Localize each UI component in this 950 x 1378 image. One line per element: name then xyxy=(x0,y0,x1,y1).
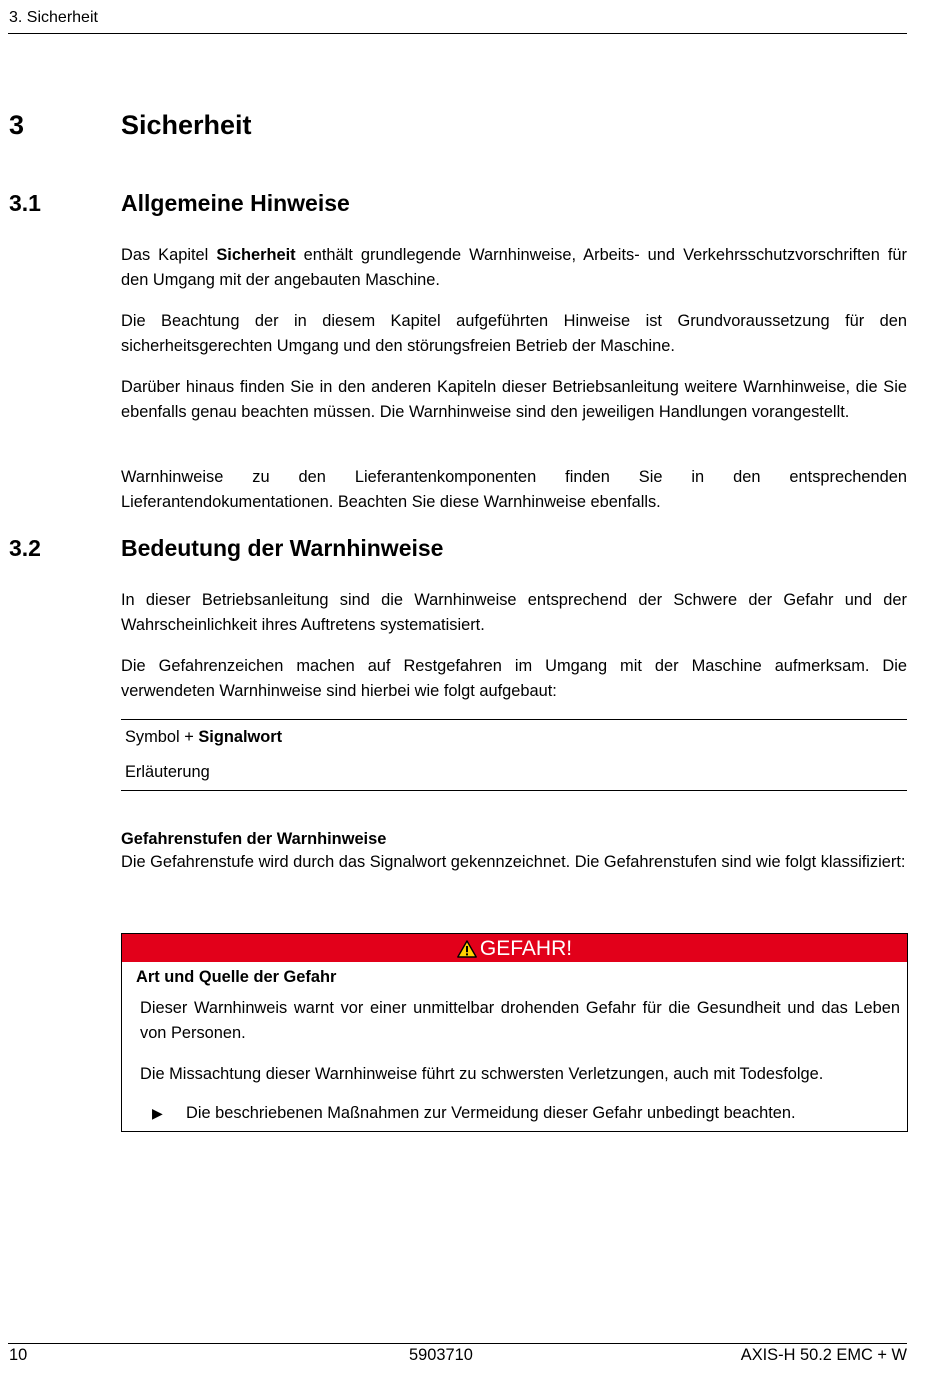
levels-paragraph: Die Gefahrenstufe wird durch das Signalwort gekennzeichnet. Die Gefahrenstufen sind wie folgt klassifiziert: xyxy=(121,853,906,871)
paragraph-meaning-2: Die Gefahrenzeichen machen auf Restgefahren im Umgang mit der Maschine aufmerksam. Die verwendeten Warnhinweise sind hierbei wie folgt aufgebaut: xyxy=(121,657,907,700)
paragraph-text: enthält grundlegende Warnhinweise, Arbeits- und Verkehrsschutzvorschriften für den Umgang mit der angebauten Maschine. xyxy=(121,246,907,289)
paragraph-meaning-1: In dieser Betriebsanleitung sind die Warnhinweise entsprechend der Schwere der Gefahr und der Wahrscheinlichkeit ihres Auftretens systematisiert. xyxy=(121,591,907,634)
signal-word: GEFAHR! xyxy=(479,937,573,960)
paragraph-general-3: Darüber hinaus finden Sie in den anderen Kapiteln dieser Betriebsanleitung weitere Warnhinweise, die Sie ebenfalls genau beachten müssen. Die Warnhinweise sind den jeweiligen Handlungen vorangestellt. xyxy=(121,378,907,421)
danger-signal-bar xyxy=(122,934,907,962)
chapter-title: Sicherheit xyxy=(121,110,252,140)
levels-heading: Gefahrenstufen der Warnhinweise xyxy=(121,830,387,848)
arrow-bullet-icon: ▶ xyxy=(152,1105,163,1121)
page-number: 10 xyxy=(9,1346,28,1364)
product-name: AXIS-H 50.2 EMC + W xyxy=(740,1346,907,1364)
paragraph-general-1 xyxy=(121,243,907,292)
footer-rule xyxy=(8,1343,907,1344)
action-step-text: Die beschriebenen Maßnahmen zur Vermeidung dieser Gefahr unbedingt beachten. xyxy=(186,1104,796,1122)
bold-term: Sicherheit xyxy=(216,246,296,264)
warning-paragraph-2: Die Missachtung dieser Warnhinweise führt zu schwersten Verletzungen, auch mit Todesfolge. xyxy=(140,1065,824,1083)
section-3-1-title: Allgemeine Hinweise xyxy=(121,190,350,216)
section-3-1-number: 3.1 xyxy=(9,190,41,216)
warning-action-step xyxy=(140,1104,796,1123)
paragraph-text: Das Kapitel xyxy=(121,246,217,264)
structure-bottom-rule xyxy=(121,790,907,791)
signalword-text: Signalwort xyxy=(198,728,283,746)
danger-warning-box xyxy=(121,933,908,1132)
paragraph-general-2: Die Beachtung der in diesem Kapitel aufgeführten Hinweise ist Grundvoraussetzung für den sicherheitsgerechten Umgang und den störungsfreien Betrieb der Maschine. xyxy=(121,312,907,355)
section-3-2-title: Bedeutung der Warnhinweise xyxy=(121,535,444,561)
structure-symbol-line xyxy=(125,728,282,747)
hazard-source-heading: Art und Quelle der Gefahr xyxy=(136,968,337,986)
structure-top-rule xyxy=(121,719,907,720)
structure-explanation-line: Erläuterung xyxy=(125,763,210,781)
paragraph-general-4: Warnhinweise zu den Lieferantenkomponenten finden Sie in den entsprechenden Lieferantendokumentationen. Beachten Sie diese Warnhinweise ebenfalls. xyxy=(121,468,907,511)
document-number: 5903710 xyxy=(409,1346,473,1364)
section-3-2-number: 3.2 xyxy=(9,535,41,561)
symbol-text: Symbol + xyxy=(125,728,199,746)
header-rule xyxy=(8,33,907,34)
warning-paragraph-1: Dieser Warnhinweis warnt vor einer unmittelbar drohenden Gefahr für die Gesundheit und das Leben von Personen. xyxy=(140,999,900,1042)
running-header: 3. Sicherheit xyxy=(9,9,98,26)
warning-triangle-icon xyxy=(457,940,477,958)
chapter-number: 3 xyxy=(9,110,25,140)
